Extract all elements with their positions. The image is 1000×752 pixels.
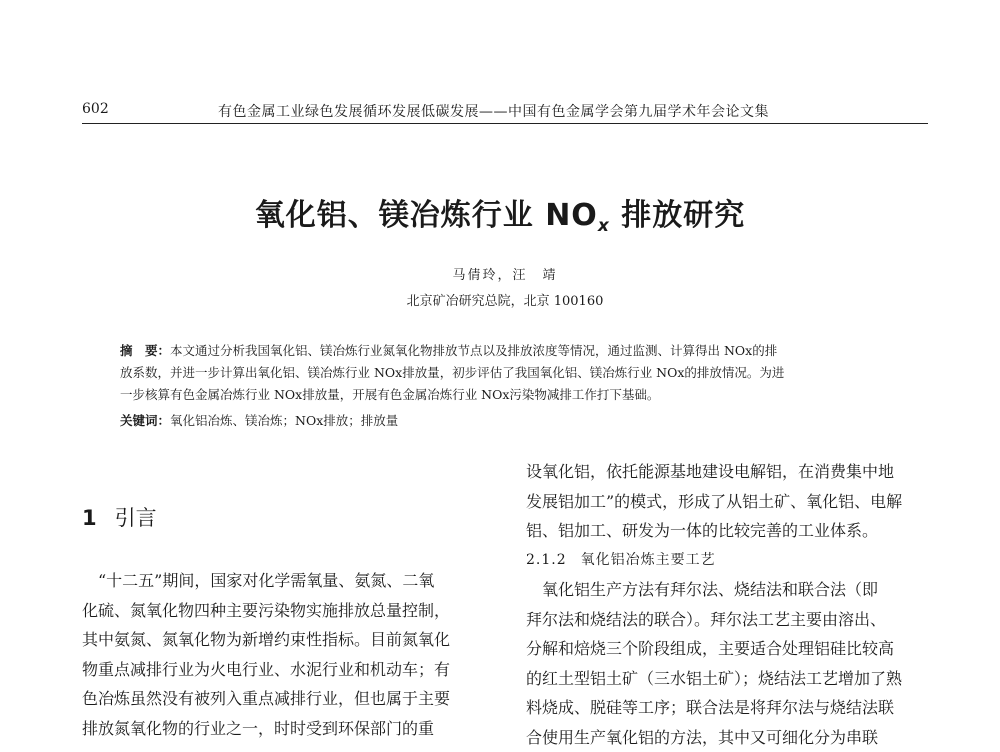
paragraph-line: “十二五”期间，国家对化学需氧量、氨氮、二氧 (82, 566, 490, 596)
title-subscript: x (598, 216, 610, 236)
subsection-title: 氧化铝冶炼主要工艺 (581, 552, 716, 568)
authors: 马倩玲，汪 靖 (0, 264, 1000, 283)
paragraph-line: 排放氮氧化物的行业之一，时时受到环保部门的重 (82, 714, 490, 744)
keywords-label: 关键词： (120, 413, 170, 428)
section-heading (82, 502, 157, 532)
title-tail: 排放研究 (610, 198, 745, 233)
section-title: 引言 (115, 506, 157, 530)
paragraph-line: 拜尔法和烧结法的联合）。拜尔法工艺主要由溶出、 (526, 605, 930, 635)
abstract (120, 340, 890, 406)
running-header (82, 101, 928, 124)
right-column (526, 457, 930, 752)
paragraph-line: 合使用生产氧化铝的方法，其中又可细化分为串联 (526, 723, 930, 752)
keywords (120, 411, 890, 429)
abstract-label: 摘 要： (120, 343, 170, 358)
paragraph-line: 物重点减排行业为火电行业、水泥行业和机动车；有 (82, 655, 490, 685)
affiliation: 北京矿冶研究总院，北京 100160 (0, 290, 1000, 309)
paragraph-line: 铝、铝加工、研发为一体的比较完善的工业体系。 (526, 516, 930, 546)
paragraph-line: 其中氨氮、氮氧化物为新增约束性指标。目前氮氧化 (82, 625, 490, 655)
subsection-number: 2.1.2 (526, 552, 567, 568)
subsection-heading (526, 546, 930, 576)
paragraph-line: 料烧成、脱硅等工序；联合法是将拜尔法与烧结法联 (526, 693, 930, 723)
paragraph-line: 设氧化铝，依托能源基地建设电解铝，在消费集中地 (526, 457, 930, 487)
paragraph-line: 分解和焙烧三个阶段组成，主要适合处理铝硅比较高 (526, 634, 930, 664)
page-number: 602 (82, 101, 109, 117)
left-column (82, 566, 490, 743)
keywords-text: 氧化铝冶炼、镁冶炼；NOx排放；排放量 (170, 413, 398, 428)
paper-title (0, 190, 1000, 236)
paragraph-line: 发展铝加工”的模式，形成了从铝土矿、氧化铝、电解 (526, 487, 930, 517)
paragraph-line: 色冶炼虽然没有被列入重点减排行业，但也属于主要 (82, 684, 490, 714)
abstract-line: 一步核算有色金属冶炼行业 NOx排放量，开展有色金属冶炼行业 NOx污染物减排工作打下基础。 (120, 384, 890, 406)
abstract-text: 本文通过分析我国氧化铝、镁冶炼行业氮氧化物排放节点以及排放浓度等情况，通过监测、计算得出 NOx的排 (170, 343, 777, 358)
paragraph-line: 化硫、氮氧化物四种主要污染物实施排放总量控制， (82, 596, 490, 626)
paragraph-line: 的红土型铝土矿（三水铝土矿）；烧结法工艺增加了熟 (526, 664, 930, 694)
paragraph-line: 氧化铝生产方法有拜尔法、烧结法和联合法（即 (526, 575, 930, 605)
abstract-line: 放系数，并进一步计算出氧化铝、镁冶炼行业 NOx排放量，初步评估了我国氧化铝、镁冶炼行业 NOx的排放情况。为进 (120, 362, 890, 384)
section-number: 1 (82, 506, 97, 530)
title-main: 氧化铝、镁冶炼行业 NO (255, 198, 598, 233)
abstract-line (120, 340, 890, 362)
running-title: 有色金属工业绿色发展循环发展低碳发展——中国有色金属学会第九届学术年会论文集 (218, 101, 769, 121)
